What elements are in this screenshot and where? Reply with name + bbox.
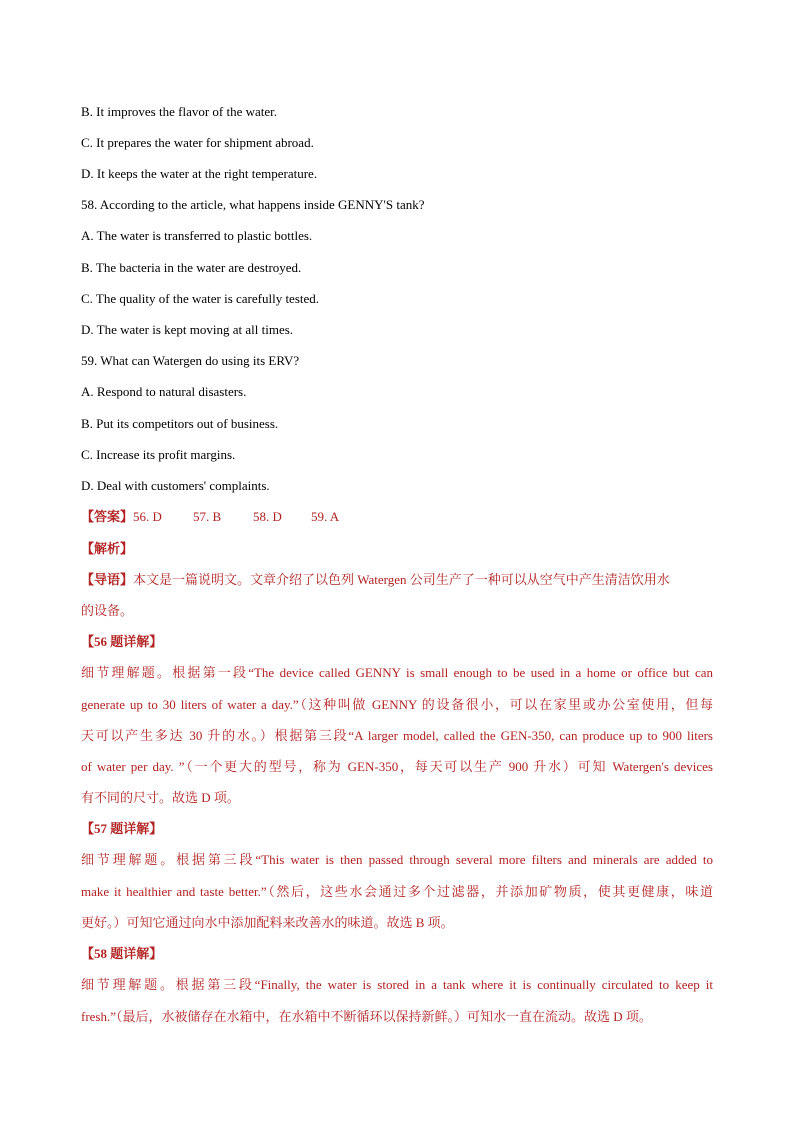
s56-line-1: 细节理解题。根据第一段“The device called GENNY is small enough to be used in a home or office but can — [81, 665, 713, 680]
q58-stem: 58. According to the article, what happens inside GENNY'S tank? — [81, 197, 425, 212]
s57-line-3: 更好。）可知它通过向水中添加配料来改善水的味道。故选 B 项。 — [81, 915, 454, 930]
analysis-label: 【解析】 — [81, 541, 134, 556]
guide-line-1 — [81, 572, 713, 588]
q57-option-c: C. It prepares the water for shipment abroad. — [81, 135, 314, 150]
s56-label: 【56 题详解】 — [81, 634, 163, 649]
answer-item: 57. B — [193, 509, 222, 524]
s57-line-2: make it healthier and taste better.”（然后，这些水会通过多个过滤器，并添加矿物质，使其更健康，味道 — [81, 884, 713, 899]
q59-option-b: B. Put its competitors out of business. — [81, 416, 279, 431]
q58-option-c: C. The quality of the water is carefully tested. — [81, 291, 320, 306]
guide-text: 本文是一篇说明文。文章介绍了以色列 Watergen 公司生产了一种可以从空气中产生清洁饮用水 — [133, 572, 670, 587]
q57-option-b: B. It improves the flavor of the water. — [81, 104, 278, 119]
answer-item: 56. D — [133, 509, 162, 524]
s56-line-2: generate up to 30 liters of water a day.”（这种叫做 GENNY 的设备很小，可以在家里或办公室使用，但每 — [81, 697, 713, 712]
q58-option-a: A. The water is transferred to plastic bottles. — [81, 228, 313, 243]
q57-option-d: D. It keeps the water at the right temperature. — [81, 166, 318, 181]
guide-label: 【导语】 — [81, 572, 134, 587]
q58-option-b: B. The bacteria in the water are destroyed. — [81, 260, 302, 275]
q59-option-a: A. Respond to natural disasters. — [81, 384, 247, 399]
guide-line-2: 的设备。 — [81, 603, 134, 618]
answer-item: 58. D — [253, 509, 282, 524]
s58-line-1: 细节理解题。根据第三段“Finally, the water is stored in a tank where it is continually circulated to keep it — [81, 977, 713, 992]
s58-label: 【58 题详解】 — [81, 946, 163, 961]
s56-line-5: 有不同的尺寸。故选 D 项。 — [81, 790, 240, 805]
s57-label: 【57 题详解】 — [81, 821, 163, 836]
s58-line-2: fresh.”（最后，水被储存在水箱中，在水箱中不断循环以保持新鲜。）可知水一直在流动。故选 D 项。 — [81, 1009, 652, 1024]
answer-item: 59. A — [311, 509, 340, 524]
s56-line-4: of water per day. ”（一个更大的型号，称为 GEN-350，每天可以生产 900 升水）可知 Watergen's devices — [81, 759, 713, 774]
s57-line-1: 细节理解题。根据第三段“This water is then passed through several more filters and minerals are added to — [81, 852, 713, 867]
q59-option-c: C. Increase its profit margins. — [81, 447, 236, 462]
answer-label: 【答案】 — [81, 509, 134, 524]
s56-line-3: 天可以产生多达 30 升的水。）根据第三段“A larger model, called the GEN-350, can produce up to 900 liters — [81, 728, 713, 743]
q59-stem: 59. What can Watergen do using its ERV? — [81, 353, 300, 368]
q59-option-d: D. Deal with customers' complaints. — [81, 478, 270, 493]
q58-option-d: D. The water is kept moving at all times. — [81, 322, 294, 337]
answer-line — [81, 509, 713, 525]
